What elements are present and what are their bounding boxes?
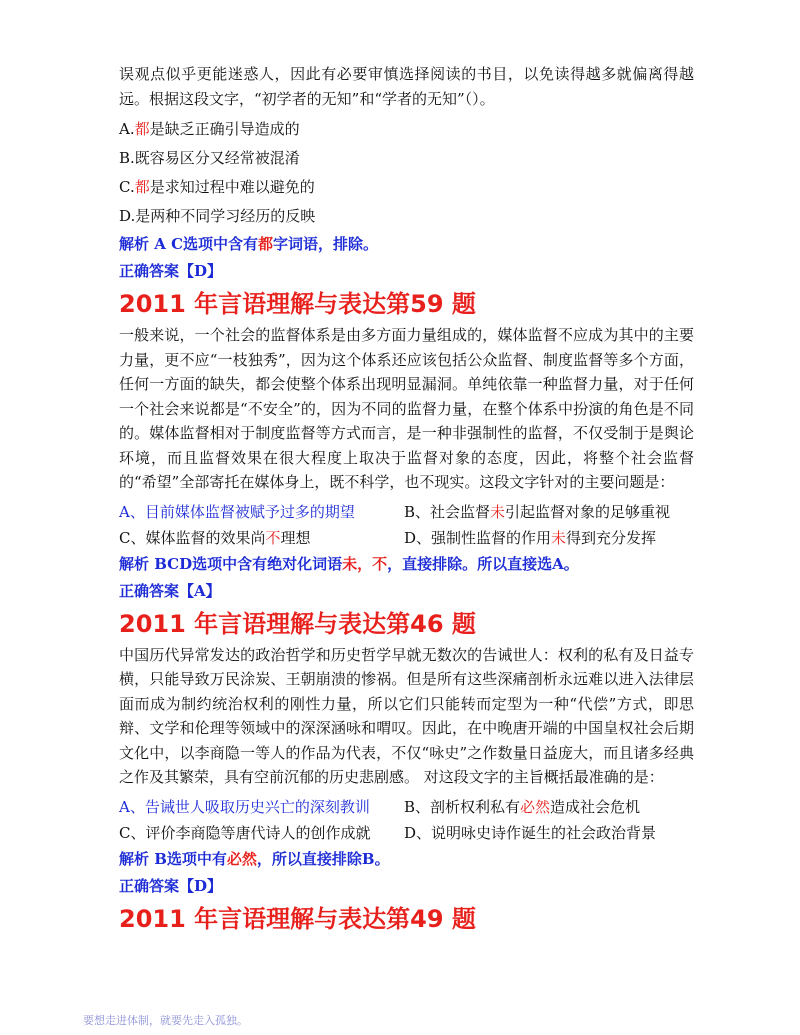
q2-option-c: C、媒体监督的效果尚不理想 bbox=[119, 528, 311, 547]
q3-options-row-1 bbox=[119, 794, 694, 820]
q1-option-d: D.是两种不同学习经历的反映 bbox=[119, 207, 316, 225]
q1-option-b: B.既容易区分又经常被混淆 bbox=[119, 149, 300, 167]
q3-answer: 正确答案【D】 bbox=[119, 876, 223, 895]
q3-option-d: D、说明咏史诗作诞生的社会政治背景 bbox=[404, 823, 657, 842]
q2-answer: 正确答案【A】 bbox=[119, 581, 221, 600]
q2-analysis: 解析 BCD选项中含有绝对化词语未，不，直接排除。所以直接选A。 bbox=[119, 554, 579, 573]
q1-option-c: C.都是求知过程中难以避免的 bbox=[119, 178, 315, 196]
document-page bbox=[119, 62, 694, 938]
q2-option-d: D、强制性监督的作用未得到充分发挥 bbox=[404, 528, 657, 547]
q2-options-row-1 bbox=[119, 499, 694, 525]
q2-option-a: A、目前媒体监督被赋予过多的期望 bbox=[119, 502, 355, 521]
q1-answer: 正确答案【D】 bbox=[119, 262, 223, 280]
q1-stem: 误观点似乎更能迷惑人，因此有必要审慎选择阅读的书目，以免读得越多就偏离得越远。根据这段文字，“初学者的无知”和“学者的无知”（）。 bbox=[119, 65, 694, 108]
footer-note: 要想走进体制，就要先走入孤独。 bbox=[83, 1014, 248, 1027]
q3-options-row-2 bbox=[119, 820, 694, 846]
q3-title: 2011 年言语理解与表达第46 题 bbox=[119, 609, 476, 638]
q1-analysis: 解析 A C选项中含有都字词语，排除。 bbox=[119, 235, 379, 253]
q3-option-c: C、评价李商隐等唐代诗人的创作成就 bbox=[119, 823, 371, 842]
q2-stem: 一般来说，一个社会的监督体系是由多方面力量组成的，媒体监督不应成为其中的主要力量，更不应“一枝独秀”，因为这个体系还应该包括公众监督、制度监督等多个方面，任何一方面的缺失，都会使整个体系出现明显漏洞。单纯依靠一种监督力量，对于任何一个社会来说都是“不安全”的，因为不同的监督力量，在整个体系中扮演的角色是不同的。媒体监督相对于制度监督等方式而言，是一种非强制性的监督，不仅受制于是舆论环境，而且监督效果在很大程度上取决于监督对象的态度，因此，将整个社会监督的“希望”全部寄托在媒体身上，既不科学，也不现实。这段文字针对的主要问题是： bbox=[119, 326, 694, 491]
q3-option-a: A、告诫世人吸取历史兴亡的深刻教训 bbox=[119, 797, 370, 816]
q3-stem: 中国历代异常发达的政治哲学和历史哲学早就无数次的告诫世人：权利的私有及日益专横，只能导致万民涂炭、王朝崩溃的惨祸。但是所有这些深痛剖析永远难以进入法律层面而成为制约统治权利的刚性力量，所以它们只能转而定型为一种“代偿”方式，即思辩、文学和伦理等领域中的深深涵咏和喟叹。因此，在中晚唐开端的中国皇权社会后期文化中，以李商隐一等人的作品为代表，不仅“咏史”之作数量日益庞大，而且诸多经典之作及其繁荣，具有空前沉郁的历史悲剧感。 对这段文字的主旨概括最准确的是： bbox=[119, 645, 694, 786]
q3-option-b: B、剖析权利私有必然造成社会危机 bbox=[404, 797, 641, 816]
q2-options-row-2 bbox=[119, 525, 694, 551]
q2-option-b: B、社会监督未引起监督对象的足够重视 bbox=[404, 502, 671, 521]
q3-analysis: 解析 B选项中有必然，所以直接排除B。 bbox=[119, 849, 390, 868]
q1-option-a: A.都是缺乏正确引导造成的 bbox=[119, 120, 300, 138]
q2-title: 2011 年言语理解与表达第59 题 bbox=[119, 290, 476, 318]
q4-title: 2011 年言语理解与表达第49 题 bbox=[119, 904, 476, 933]
